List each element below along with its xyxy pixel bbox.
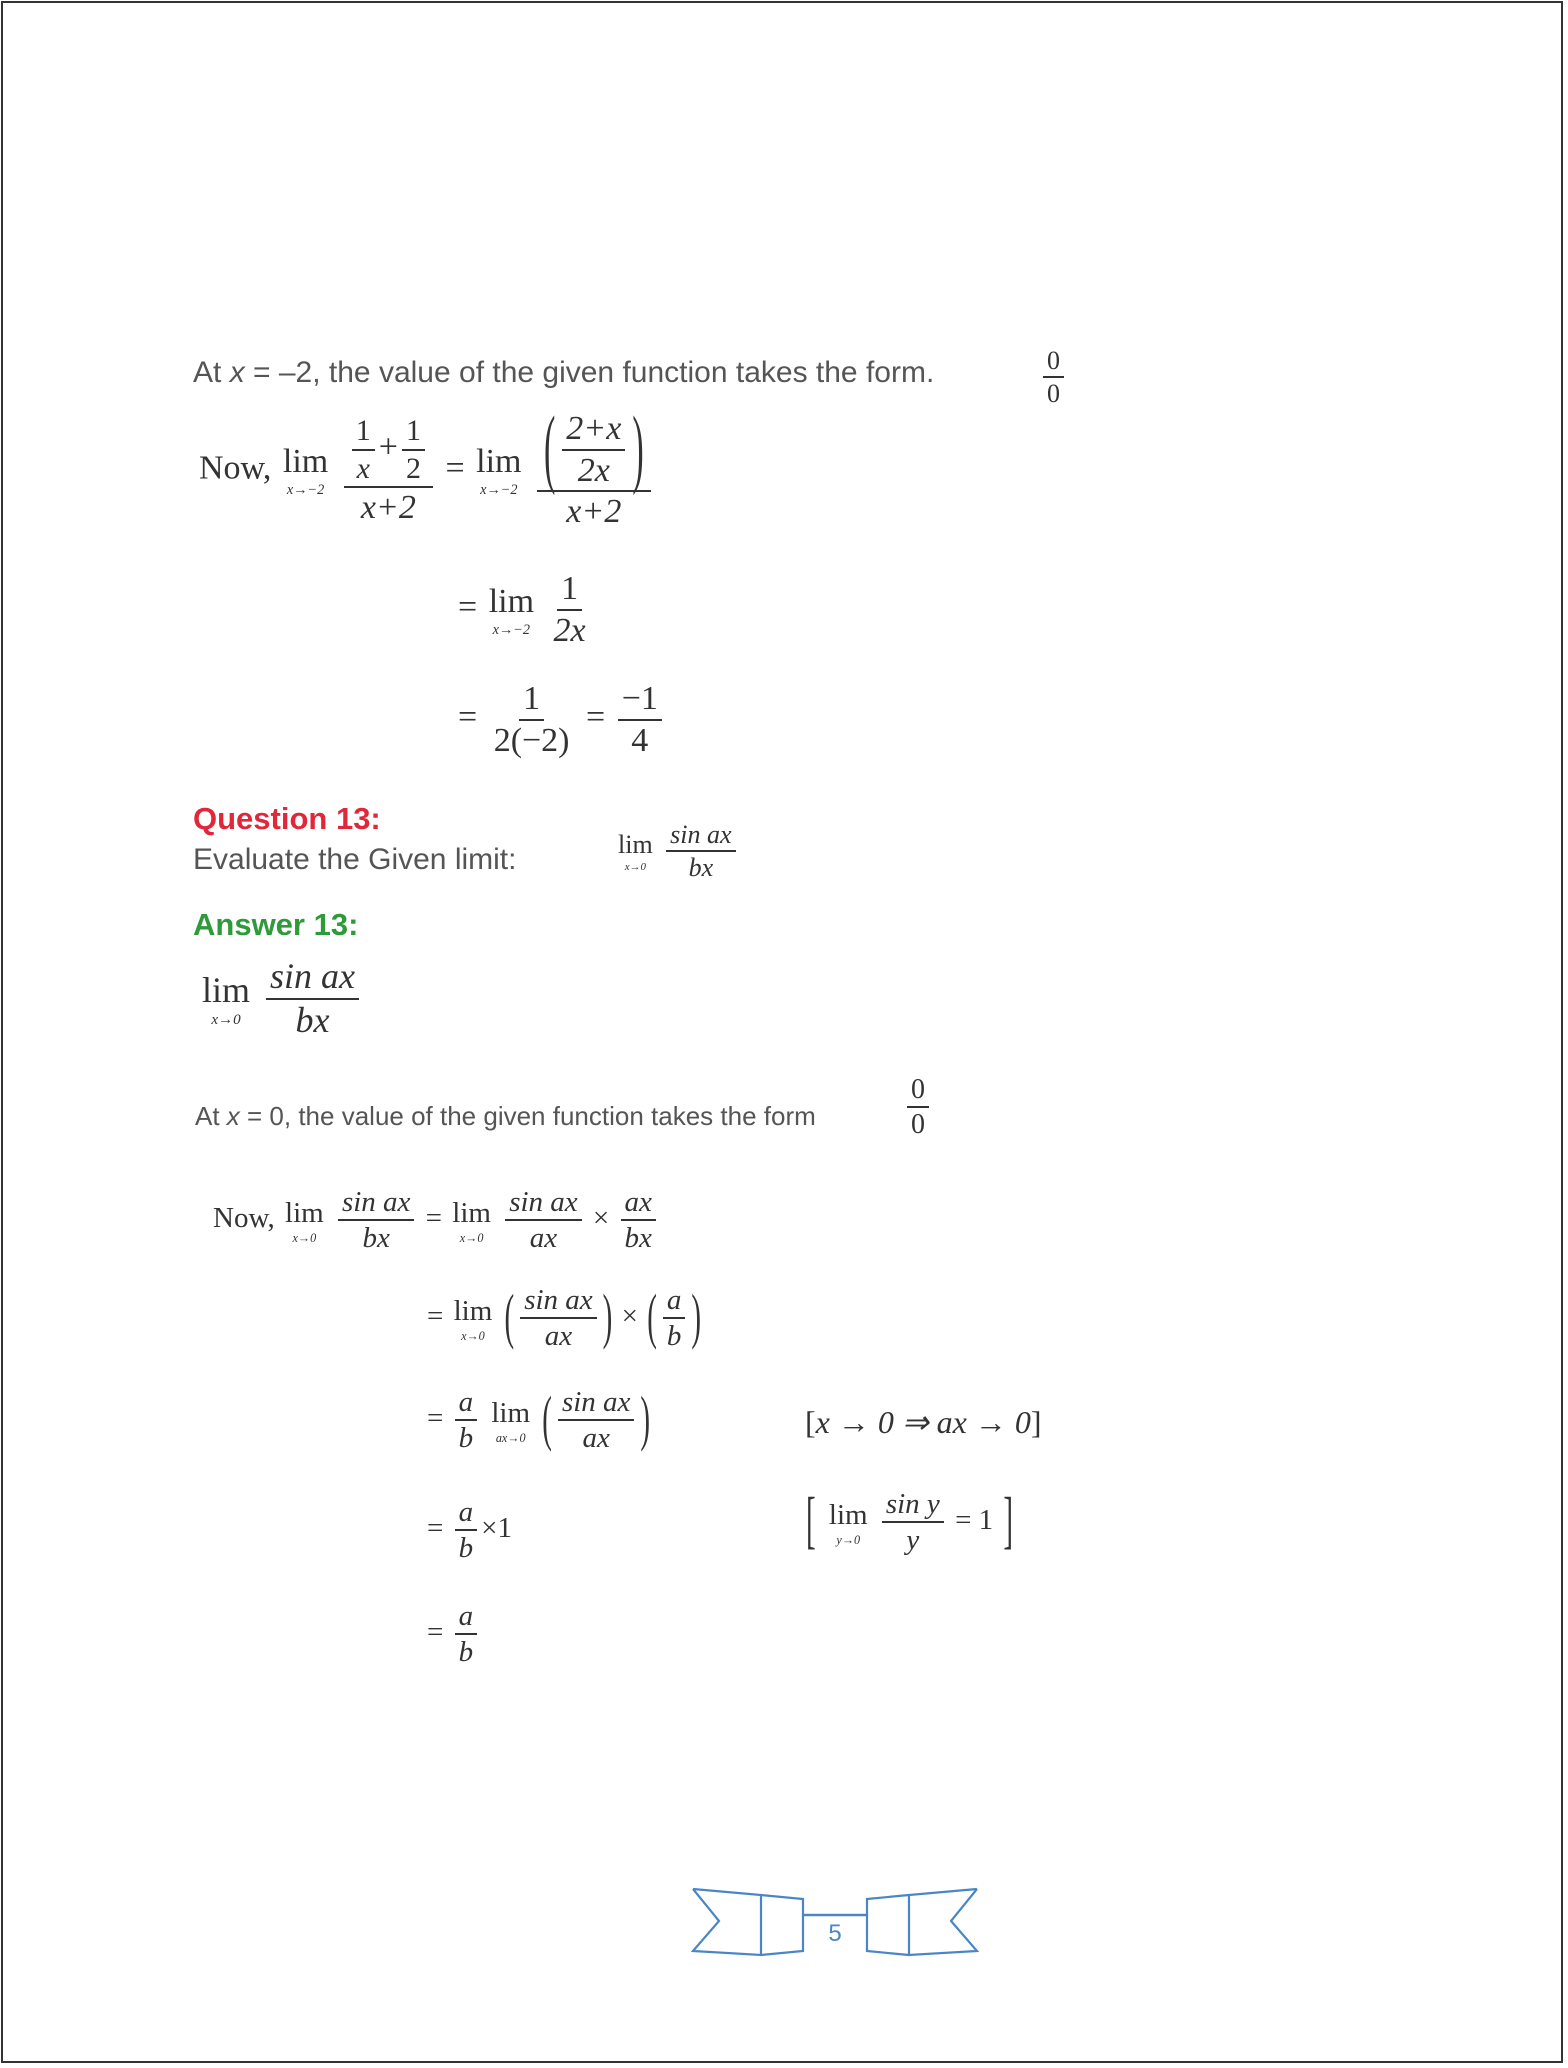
x-plus-2: x+2 — [360, 489, 416, 527]
intro-frac-den: 0 — [1047, 379, 1060, 409]
lim-text: lim — [488, 582, 535, 620]
times-sign: × — [621, 1300, 638, 1333]
b-var: b — [458, 1532, 474, 1565]
neg1-over-4 — [618, 681, 662, 758]
q12-step-3 — [458, 681, 666, 758]
intro-prefix: At — [193, 356, 230, 389]
question-13-expression — [615, 821, 740, 882]
a-var: a — [458, 1386, 474, 1418]
x-plus-2: x+2 — [566, 493, 622, 531]
q12-rhs-fraction: ( $\frac{2+x}{2x}$ ) x+2 — [537, 411, 651, 530]
sin-y: sin y — [885, 1488, 940, 1520]
one: 1 — [402, 415, 425, 451]
lim-operator — [452, 1197, 491, 1244]
q12-step-1 — [199, 400, 655, 531]
document-page — [1, 1, 1563, 2063]
now-label: Now, — [213, 1202, 275, 1235]
lim-sub: x→0 — [292, 1230, 317, 1245]
b-var: b — [666, 1320, 682, 1353]
denominator: bx — [688, 853, 714, 883]
plus-sign: + — [378, 428, 398, 466]
note-text: x → 0 ⇒ ax → 0 — [815, 1404, 1031, 1440]
equals: = — [586, 698, 606, 736]
lim-operator — [618, 830, 653, 873]
lim-text: lim — [491, 1396, 531, 1429]
equals: = — [427, 1512, 444, 1545]
b-var: b — [458, 1636, 474, 1669]
form-prefix: At — [195, 1101, 227, 1131]
equals: = — [427, 1300, 444, 1333]
lim-sub: y→0 — [836, 1532, 861, 1547]
a13-note-2: [ lim y→0 $\frac{\text{sin y}}{y}$ = 1 ] — [806, 1486, 1014, 1557]
lim-sub: x→−2 — [492, 621, 531, 638]
ax: ax — [582, 1422, 610, 1455]
lim-sub: x→−2 — [286, 482, 325, 499]
lim-sub: x→0 — [624, 860, 646, 873]
answer-13-expression — [199, 958, 363, 1040]
answer-13-zero-over-zero — [903, 1075, 933, 1140]
bx: bx — [624, 1222, 652, 1255]
answer-13-heading: Answer 13: — [193, 907, 359, 942]
numerator: sin ax — [670, 820, 732, 849]
ax: ax — [529, 1222, 558, 1255]
equals: = — [427, 1402, 444, 1435]
lim-text: lim — [285, 1196, 324, 1229]
sin-ax: sin ax — [341, 1186, 411, 1218]
times-sign: × — [592, 1202, 610, 1235]
lim-text: lim — [282, 443, 329, 481]
one: 1 — [557, 571, 582, 611]
q12-step-2 — [458, 571, 594, 648]
question-13-heading: Question 13: — [193, 801, 381, 836]
equals: = — [425, 1202, 443, 1235]
a13-step-4 — [427, 1497, 512, 1564]
lim-operator — [454, 1295, 493, 1342]
lim-sub: x→0 — [211, 1012, 241, 1029]
two-x: 2x — [553, 611, 586, 649]
form-var: x — [226, 1101, 240, 1131]
two-plus-x: 2+x — [566, 410, 622, 447]
q12-lhs-fraction — [344, 415, 433, 526]
now-label: Now, — [199, 449, 272, 487]
a13-step-2: = lim x→0 ( $\frac{\text{sin ax}}{ax}$ ) × ( $\frac{a}{b}$ ) — [427, 1283, 702, 1353]
one: 1 — [352, 415, 375, 451]
two-x: 2x — [577, 451, 610, 489]
answer-13-form-line — [195, 1101, 816, 1132]
x-var: x — [356, 451, 370, 485]
question-13-prompt: Evaluate the Given limit: — [193, 843, 517, 876]
lim-operator — [283, 443, 328, 497]
lim-text: lim — [618, 829, 653, 859]
lim-text: lim — [828, 1498, 868, 1531]
four: 4 — [631, 721, 649, 759]
sin-ax: sin ax — [561, 1386, 631, 1418]
two: 2 — [405, 451, 421, 485]
one: 1 — [519, 681, 544, 721]
lim-operator — [202, 969, 250, 1028]
sin-ax: sin ax — [509, 1186, 578, 1218]
a-var: a — [458, 1600, 474, 1632]
lim-sub: x→0 — [461, 1328, 485, 1343]
lim-text: lim — [453, 1294, 493, 1327]
b-var: b — [458, 1422, 474, 1455]
lim-text: lim — [476, 443, 522, 481]
equals: = — [445, 449, 465, 487]
form-den: 0 — [911, 1109, 925, 1141]
ax: ax — [544, 1320, 573, 1353]
a13-step-1 — [213, 1187, 660, 1254]
lim-text: lim — [202, 970, 251, 1011]
ax: ax — [624, 1186, 652, 1218]
lim-sub: ax→0 — [495, 1430, 526, 1445]
a13-step-3: = $\frac{a}{b}$ lim ax→0 ( $\frac{\text{sin ax}}{ax}$ ) — [427, 1385, 651, 1455]
lim-sub: x→−2 — [480, 482, 518, 499]
lim-operator — [476, 443, 521, 497]
equals-one: = 1 — [955, 1504, 994, 1537]
lim-operator — [489, 583, 534, 637]
intro-frac-num: 0 — [1043, 347, 1064, 378]
a13-step-5 — [427, 1601, 481, 1668]
lim-operator — [829, 1499, 868, 1546]
times-one: ×1 — [481, 1512, 512, 1545]
one-over-2-neg2 — [490, 681, 574, 758]
intro-zero-over-zero — [1039, 347, 1068, 408]
sin-ax: sin ax — [524, 1284, 593, 1316]
y-var: y — [906, 1524, 920, 1557]
intro-var: x — [229, 356, 245, 389]
one-over-2x — [550, 571, 590, 648]
lim-text: lim — [452, 1196, 491, 1229]
equals: = — [458, 588, 478, 626]
lim-sub: x→0 — [459, 1230, 484, 1245]
page-number: 5 — [828, 1920, 842, 1947]
intro-line — [193, 356, 934, 390]
form-text: = 0, the value of the given function takes the form — [239, 1101, 816, 1131]
numerator: sin ax — [270, 956, 356, 996]
a13-note-1: [x → 0 ⇒ ax → 0] — [805, 1404, 1042, 1440]
equals: = — [427, 1616, 444, 1649]
equals: = — [458, 698, 478, 736]
lim-operator — [285, 1197, 324, 1244]
denominator: bx — [295, 999, 330, 1040]
a-var: a — [458, 1496, 474, 1528]
a-var: a — [666, 1284, 682, 1316]
lim-operator — [491, 1397, 530, 1444]
form-num: 0 — [907, 1075, 929, 1108]
neg-one: −1 — [618, 681, 662, 721]
intro-text: = –2, the value of the given function takes the form. — [244, 356, 935, 389]
bx: bx — [362, 1222, 390, 1255]
two-neg2: 2(−2) — [493, 721, 570, 759]
